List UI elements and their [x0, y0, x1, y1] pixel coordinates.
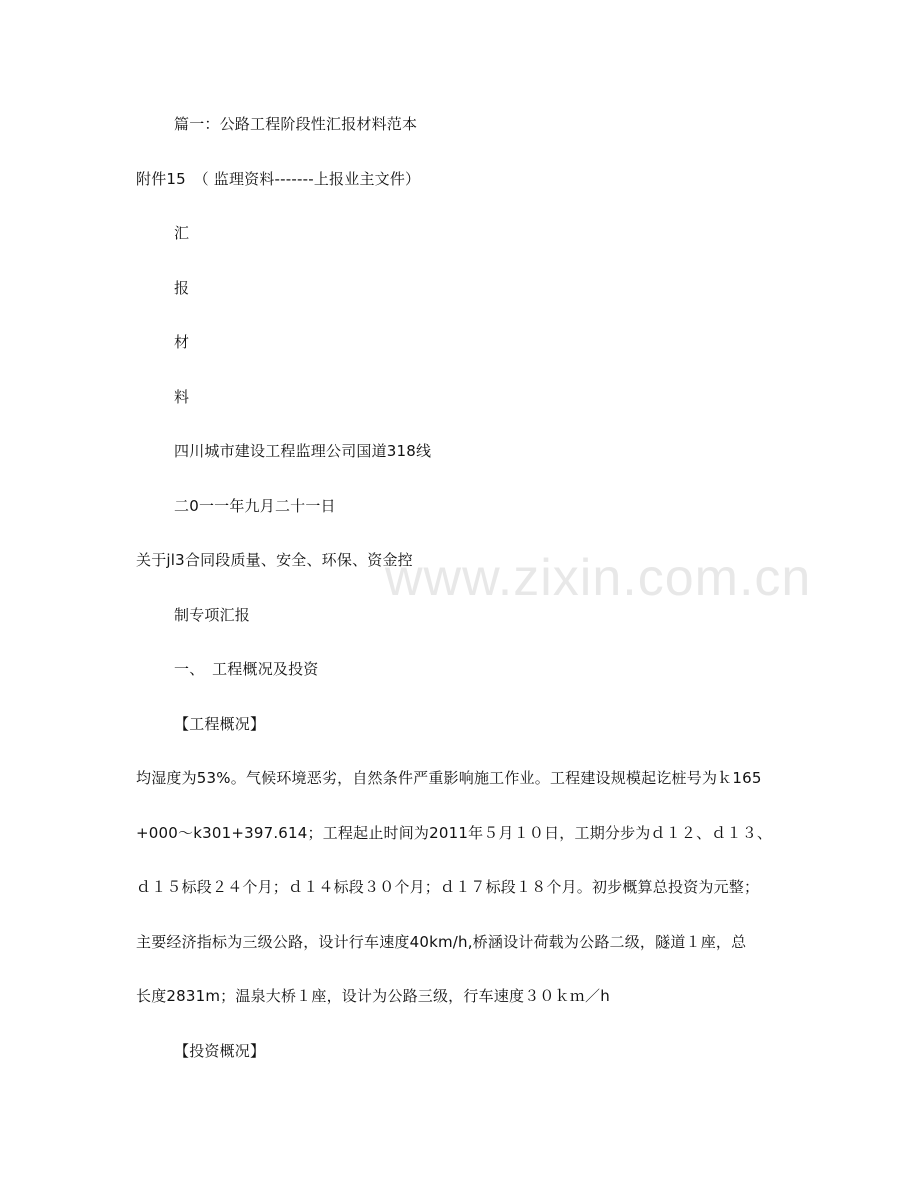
- subsection-heading-overview: 【工程概况】: [174, 715, 266, 733]
- body-line-3: ｄ１５标段２４个月；ｄ１４标段３０个月；ｄ１７标段１８个月。初步概算总投资为元整；: [136, 878, 760, 896]
- body-line-1: 均湿度为53%。气候环境恶劣，自然条件严重影响施工作业。工程建设规模起讫桩号为ｋ165: [136, 769, 762, 787]
- report-title-line-2: 制专项汇报: [174, 606, 251, 624]
- document-heading: 篇一：公路工程阶段性汇报材料范本: [174, 115, 418, 133]
- body-line-4: 主要经济指标为三级公路，设计行车速度40km/h,桥涵设计荷载为公路二级，隧道１座，总: [136, 933, 747, 951]
- report-title-line-1: 关于jl3合同段质量、安全、环保、资金控: [136, 551, 413, 569]
- title-char-1: 汇: [174, 224, 190, 242]
- attachment-line: 附件15 （ 监理资料-------上报业主文件）: [136, 170, 421, 188]
- title-char-2: 报: [174, 279, 190, 297]
- body-line-2: +000～k301+397.614；工程起止时间为2011年５月１０日，工期分步为ｄ１２、ｄ１３、: [136, 824, 773, 842]
- watermark-text: www.zixin.com.cn: [385, 549, 812, 607]
- title-char-3: 材: [174, 333, 190, 351]
- body-line-5: 长度2831m；温泉大桥１座，设计为公路三级，行车速度３０ｋｍ／h: [136, 987, 610, 1005]
- title-char-4: 料: [174, 388, 190, 406]
- subsection-heading-investment: 【投资概况】: [174, 1042, 266, 1060]
- date-line: 二0一一年九月二十一日: [174, 497, 336, 515]
- section-heading-overview-investment: 一、 工程概况及投资: [174, 660, 319, 678]
- company-line: 四川城市建设工程监理公司国道318线: [174, 442, 432, 460]
